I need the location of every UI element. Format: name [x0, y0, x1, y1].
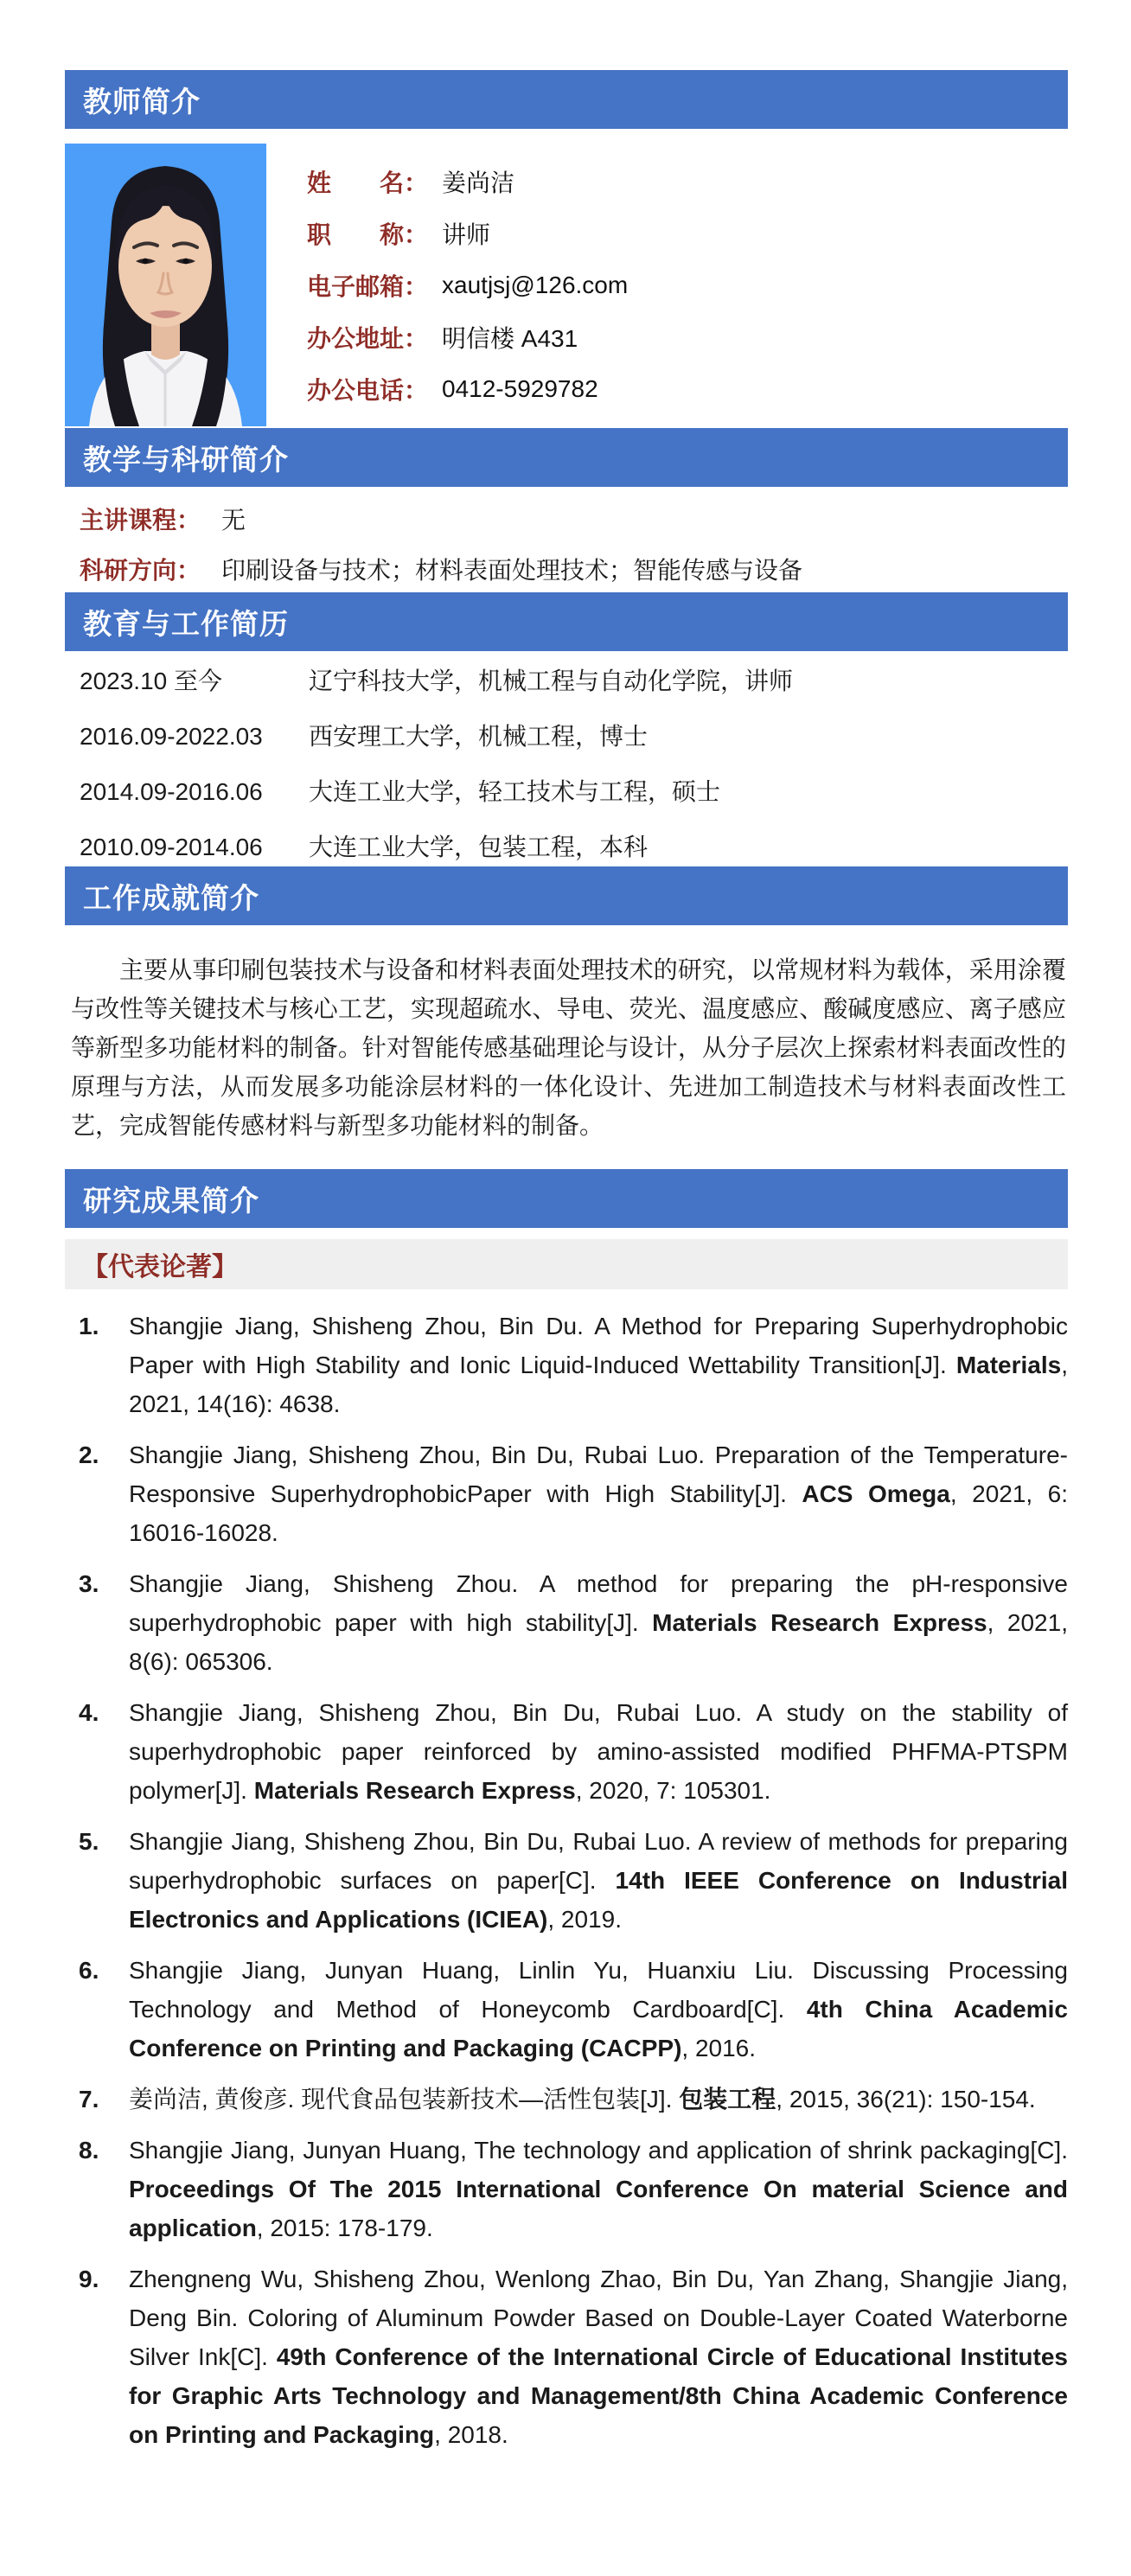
representative-works-title: 【代表论著】 [82, 1253, 238, 1282]
publication-segment: Zhengneng Wu, Shisheng Zhou, Wenlong Zhao, Bin Du, Yan Zhang, Shangjie Jiang, Deng Bin. Coloring of Aluminum Powder Based on Double-Layer Coated Waterborne Silver Ink[C]. [129, 2266, 1068, 2370]
section-title: 研究成果简介 [83, 1184, 259, 1217]
publication-segment: , 2015: 178-179. [256, 2215, 433, 2241]
field-value-office: 明信楼 A431 [442, 325, 578, 352]
education-detail: 西安理工大学，机械工程，博士 [309, 723, 649, 750]
publication-venue: 49th Conference of the International Circle of Educational Institutes for Graphic Arts Technology and Management/8th China Academic Conference on Printing and Packaging [129, 2343, 1069, 2448]
education-period: 2016.09-2022.03 [80, 723, 263, 750]
publication-number: 3. [79, 1570, 99, 1597]
page-content [65, 70, 1068, 2454]
publication-item [65, 2260, 1068, 2454]
publication-number: 6. [79, 1957, 99, 1984]
publication-venue: Materials [955, 1352, 1062, 1378]
representative-works-band [65, 1239, 1068, 1289]
publication-text [129, 2080, 1068, 2119]
field-label-office: 办公地址： [307, 325, 429, 352]
publication-text [129, 2260, 1068, 2454]
education-row [65, 772, 1068, 811]
education-history-list [65, 662, 1068, 866]
research-direction-label: 科研方向： [80, 557, 201, 584]
education-period: 2010.09-2014.06 [80, 834, 263, 860]
publication-venue: 14th IEEE Conference on Industrial Electronics and Applications (ICIEA) [129, 1867, 1068, 1933]
publication-segment: , 2016. [681, 2035, 757, 2061]
publication-text [129, 1951, 1068, 2068]
publication-item [65, 1951, 1068, 2068]
education-detail: 辽宁科技大学，机械工程与自动化学院，讲师 [309, 668, 794, 694]
education-detail: 大连工业大学，包装工程，本科 [309, 834, 649, 860]
section-title: 教育与工作简历 [83, 607, 289, 640]
publication-segment: Shangjie Jiang, Shisheng Zhou, Bin Du, Rubai Luo. A review of methods for preparing superhydrophobic surfaces on paper[C]. [129, 1828, 1068, 1894]
field-label-email: 电子邮箱： [307, 273, 429, 300]
publication-segment: Shangjie Jiang, Shisheng Zhou, Bin Du, Rubai Luo. Preparation of the Temperature-Responsive SuperhydrophobicPaper with High Stability[J]. [129, 1441, 1068, 1507]
publication-segment: Shangjie Jiang, Shisheng Zhou, Bin Du, Rubai Luo. A study on the stability of superhydrophobic paper reinforced by amino-assisted modified PHFMA-PTSPM polymer[J]. [129, 1699, 1068, 1804]
publication-segment: , 2018. [434, 2421, 508, 2448]
publication-text [129, 1693, 1068, 1810]
section-bar-research-results [65, 1169, 1068, 1228]
publication-segment: , 2021, 6: 16016-16028. [129, 1480, 1068, 1546]
publication-segment: , 2021, 8(6): 065306. [129, 1609, 1068, 1675]
education-detail: 大连工业大学，轻工技术与工程，硕士 [309, 778, 721, 805]
publication-item [65, 1435, 1068, 1552]
publication-list [65, 1307, 1068, 2454]
publication-number: 5. [79, 1828, 99, 1855]
publication-segment: , 2019. [547, 1906, 623, 1933]
field-value-name: 姜尚洁 [442, 169, 515, 196]
education-period: 2014.09-2016.06 [80, 778, 263, 805]
publication-segment: , 2015, 36(21): 150-154. [776, 2086, 1036, 2113]
publication-number: 9. [79, 2266, 99, 2292]
publication-segment: , 2021, 14(16): 4638. [129, 1352, 1068, 1417]
section-title: 工作成就简介 [83, 881, 259, 914]
field-label-name: 姓 名： [307, 169, 429, 196]
section-bar-teaching-research [65, 428, 1068, 487]
publication-venue: Proceedings Of The 2015 International Conference On material Science and application [129, 2176, 1068, 2241]
publication-segment: 姜尚洁, 黄俊彦. 现代食品包装新技术—活性包装[J]. [129, 2086, 680, 2113]
section-title: 教师简介 [83, 85, 201, 118]
research-direction-value: 印刷设备与技术；材料表面处理技术；智能传感与设备 [221, 557, 803, 584]
profile-field [307, 311, 628, 363]
field-value-title: 讲师 [442, 221, 491, 248]
publication-text [129, 2131, 1068, 2247]
field-value-phone: 0412-5929782 [442, 375, 598, 402]
field-label-title: 职 称： [307, 221, 429, 248]
publication-number: 1. [79, 1313, 99, 1339]
publication-venue: 4th China Academic Conference on Printing and Packaging (CACPP) [129, 1996, 1069, 2061]
section-title: 教学与科研简介 [83, 443, 289, 476]
education-row [65, 717, 1068, 756]
publication-segment: , 2020, 7: 105301. [575, 1777, 771, 1804]
courses-value: 无 [221, 507, 246, 534]
publication-text [129, 1564, 1068, 1681]
publication-segment: Shangjie Jiang, Shisheng Zhou. A method for preparing the pH-responsive superhydrophobic paper with high stability[J]. [129, 1570, 1068, 1636]
courses-row [65, 501, 1068, 540]
publication-venue: Materials Research Express [253, 1777, 576, 1804]
profile-block [65, 144, 1068, 426]
field-value-email: xautjsj@126.com [442, 272, 629, 298]
publication-item [65, 1822, 1068, 1939]
publication-item [65, 1307, 1068, 1423]
profile-field [307, 259, 628, 311]
publication-text [129, 1435, 1068, 1552]
publication-item [65, 1693, 1068, 1810]
section-bar-achievements [65, 866, 1068, 925]
publication-item [65, 2131, 1068, 2247]
profile-field [307, 208, 628, 259]
profile-field [307, 156, 628, 208]
publication-number: 4. [79, 1699, 99, 1726]
profile-photo [65, 144, 266, 426]
section-bar-education-history [65, 592, 1068, 651]
publication-segment: Shangjie Jiang, Junyan Huang, Linlin Yu, Huanxiu Liu. Discussing Processing Technology and Method of Honeycomb Cardboard[C]. [129, 1957, 1068, 2023]
publication-number: 8. [79, 2137, 99, 2164]
profile-info [307, 144, 628, 426]
publication-venue: 包装工程 [679, 2086, 776, 2113]
section-bar-teacher-profile [65, 70, 1068, 129]
achievements-paragraph: 主要从事印刷包装技术与设备和材料表面处理技术的研究，以常规材料为载体，采用涂覆与改性等关键技术与核心工艺，实现超疏水、导电、荧光、温度感应、酸碱度感应、离子感应等新型多功能材料的制备。针对智能传感基础理论与设计，从分子层次上探索材料表面改性的原理与方法，从而发展多功能涂层材料的一体化设计、先进加工制造技术与材料表面改性工艺，完成智能传感材料与新型多功能材料的制备。 [71, 956, 1066, 1139]
publication-text [129, 1307, 1068, 1423]
publication-item [65, 1564, 1068, 1681]
publication-number: 2. [79, 1441, 99, 1468]
publication-number: 7. [79, 2086, 99, 2113]
field-label-phone: 办公电话： [307, 377, 429, 404]
research-direction-row [65, 551, 1068, 590]
profile-field [307, 363, 628, 415]
courses-label: 主讲课程： [80, 507, 201, 534]
education-row [65, 828, 1068, 866]
publication-text [129, 1822, 1068, 1939]
publication-venue: Materials Research Express [652, 1609, 987, 1636]
publication-venue: ACS Omega [802, 1480, 950, 1507]
publication-item [65, 2080, 1068, 2119]
education-row [65, 662, 1068, 700]
publication-segment: Shangjie Jiang, Junyan Huang, The technology and application of shrink packaging[C]. [129, 2137, 1068, 2164]
education-period: 2023.10 至今 [80, 668, 222, 694]
publication-segment: Shangjie Jiang, Shisheng Zhou, Bin Du. A Method for Preparing Superhydrophobic Paper with High Stability and Ionic Liquid-Induced Wettability Transition[J]. [129, 1313, 1068, 1378]
